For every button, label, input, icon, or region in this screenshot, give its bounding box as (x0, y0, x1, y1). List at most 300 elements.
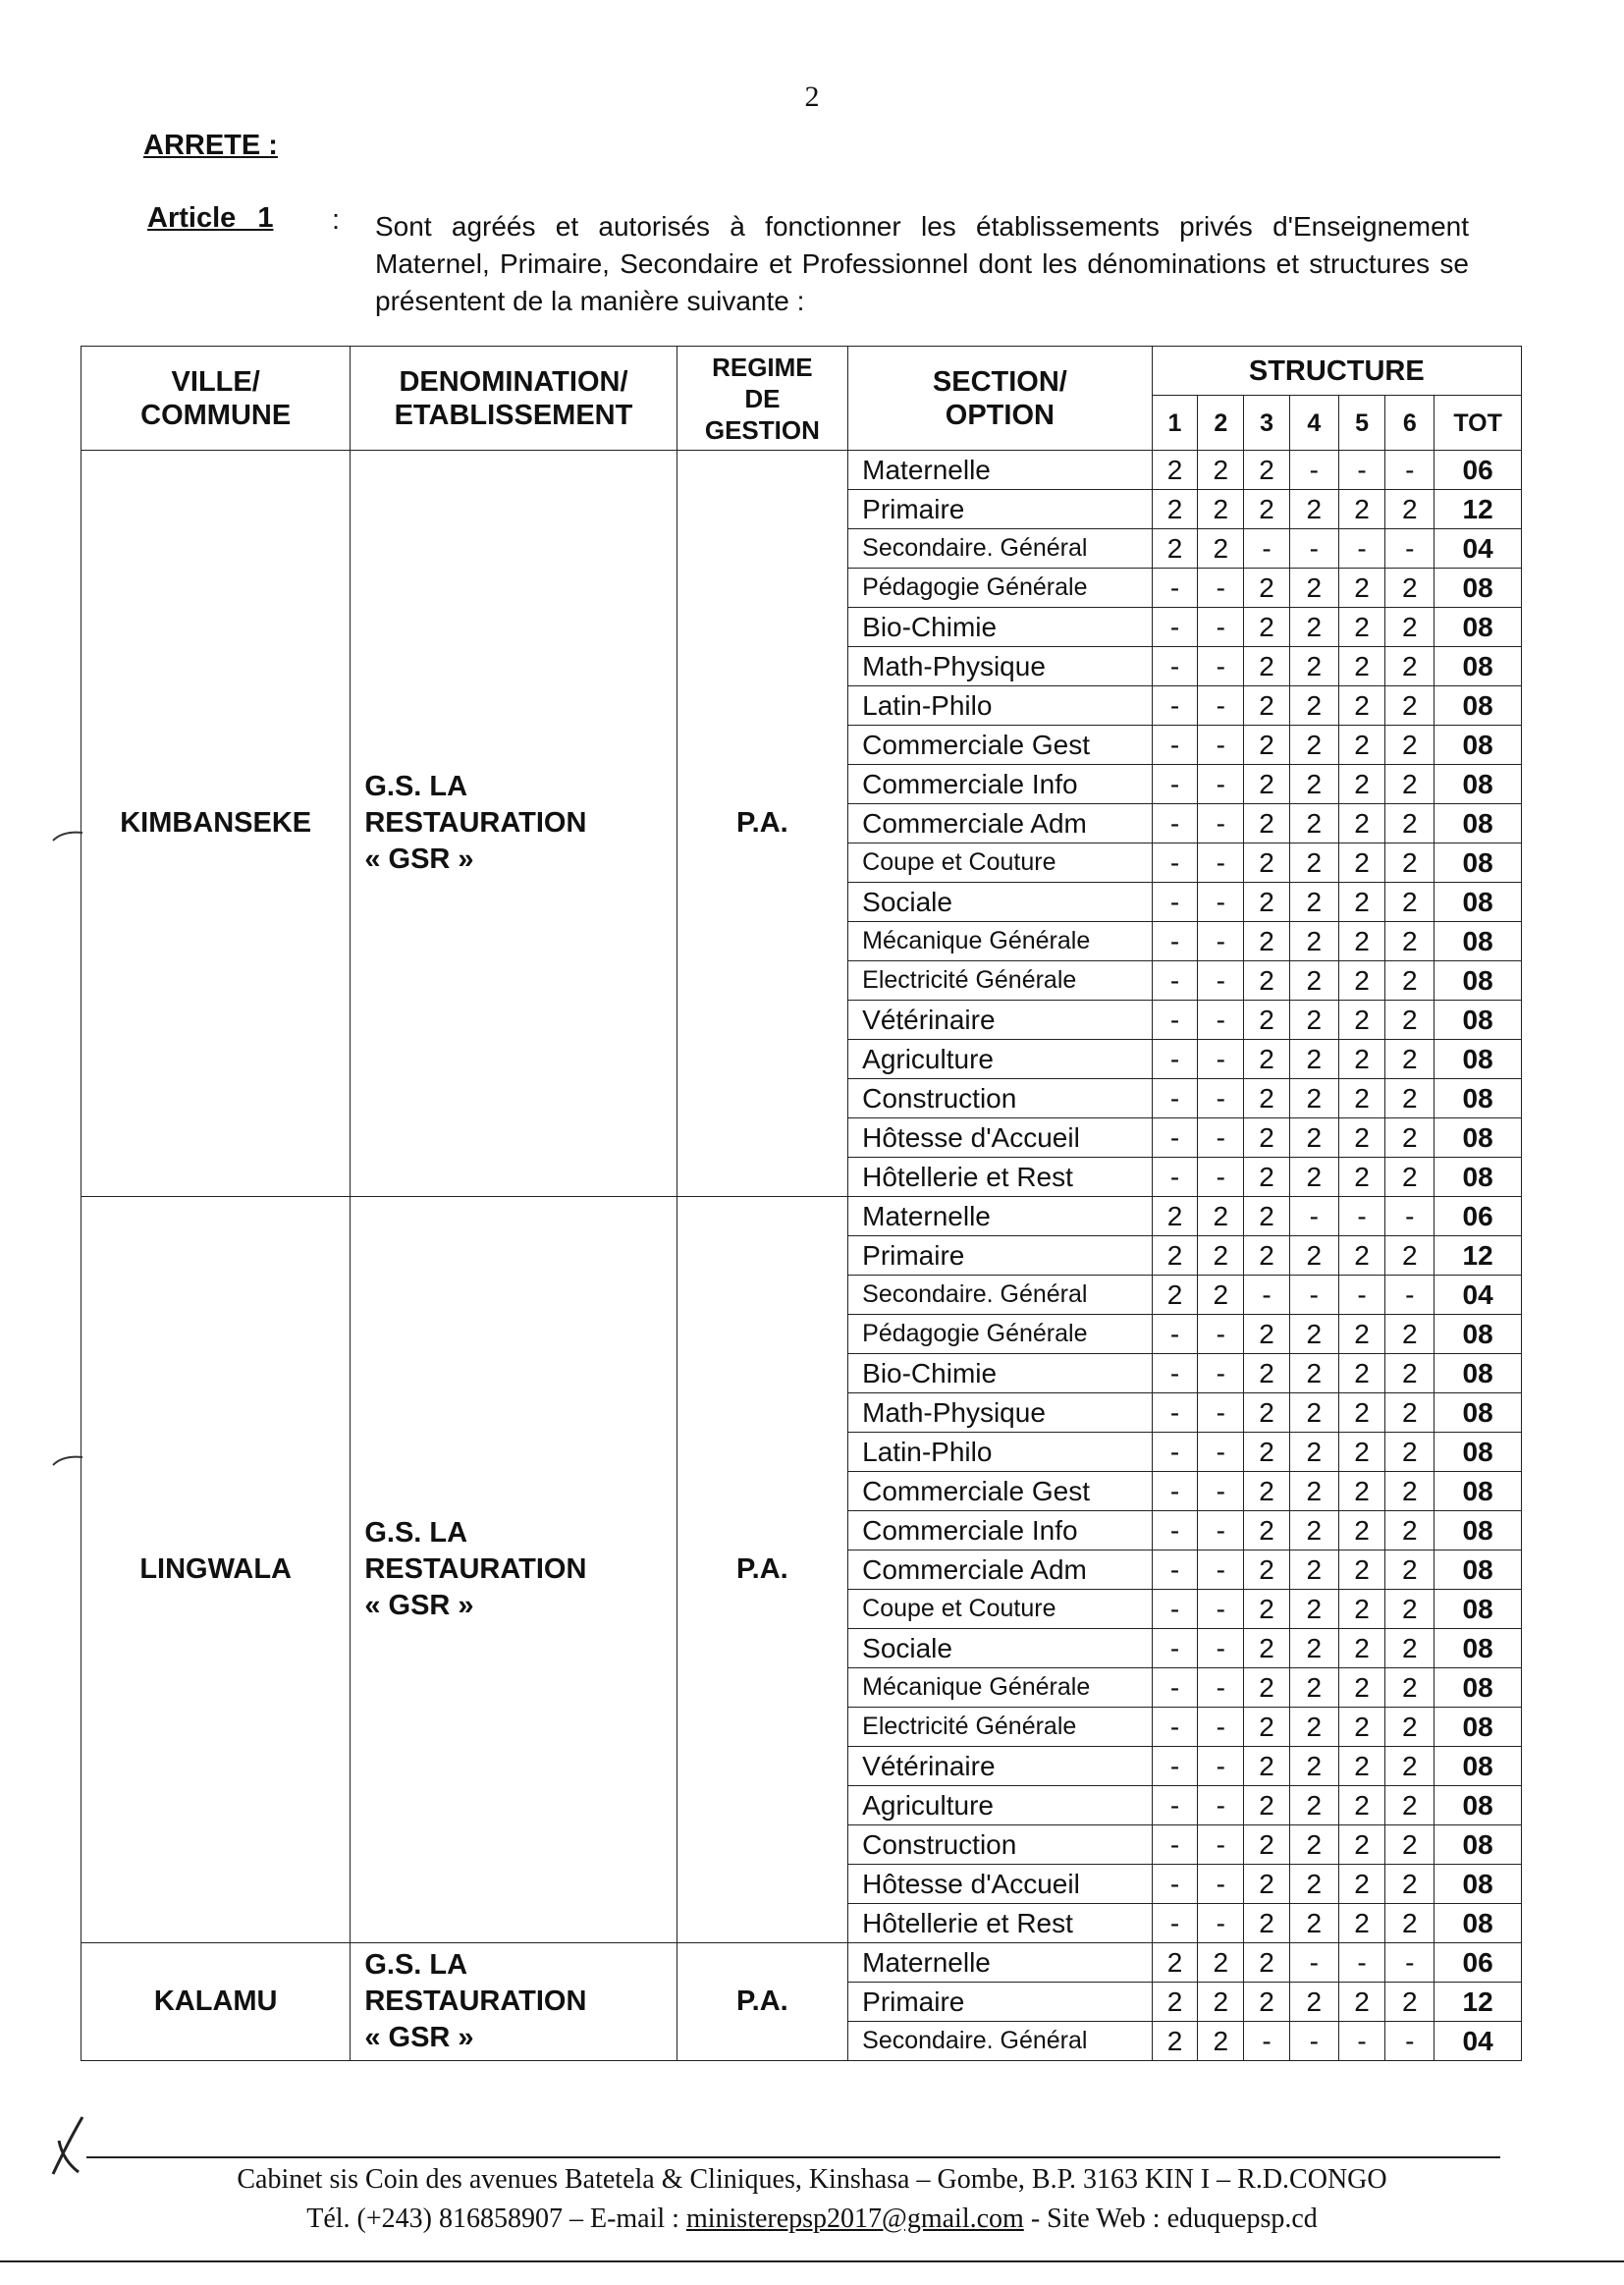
header-denomination (351, 347, 677, 451)
structure-value-cell: - (1152, 1001, 1198, 1040)
structure-value-cell: 2 (1338, 1511, 1385, 1551)
total-cell: 08 (1435, 569, 1522, 608)
structure-value-cell: 2 (1289, 1236, 1338, 1276)
total-cell: 08 (1435, 922, 1522, 961)
regime-cell: P.A. (677, 451, 848, 1197)
structure-value-cell: - (1198, 1904, 1244, 1943)
option-cell: Bio-Chimie (848, 1354, 1152, 1393)
structure-value-cell: 2 (1385, 1472, 1435, 1511)
structure-value-cell: 2 (1244, 726, 1290, 765)
structure-value-cell: - (1385, 1276, 1435, 1315)
handwritten-mark (39, 2111, 98, 2180)
structure-value-cell: - (1152, 843, 1198, 883)
total-cell: 06 (1435, 451, 1522, 490)
option-cell: Electricité Générale (848, 1708, 1152, 1747)
structure-value-cell: 2 (1289, 1590, 1338, 1629)
header-ville-line: VILLE/ (171, 365, 260, 398)
structure-value-cell: 2 (1385, 490, 1435, 529)
structure-value-cell: 2 (1152, 2022, 1198, 2061)
option-cell: Mécanique Générale (848, 1668, 1152, 1708)
option-cell: Latin-Philo (848, 686, 1152, 726)
structure-value-cell: - (1152, 1079, 1198, 1118)
structure-value-cell: 2 (1385, 1236, 1435, 1276)
structure-value-cell: - (1289, 451, 1338, 490)
option-cell: Primaire (848, 490, 1152, 529)
ville-cell: LINGWALA (81, 1197, 351, 1943)
option-cell: Secondaire. Général (848, 2022, 1152, 2061)
structure-value-cell: 2 (1385, 1551, 1435, 1590)
total-cell: 08 (1435, 1001, 1522, 1040)
total-cell: 08 (1435, 1629, 1522, 1668)
total-cell: 08 (1435, 1551, 1522, 1590)
structure-value-cell: 2 (1289, 490, 1338, 529)
denomination-line: « GSR » (364, 1590, 474, 1621)
structure-value-cell: 2 (1198, 1276, 1244, 1315)
header-section (848, 347, 1152, 451)
structure-value-cell: 2 (1244, 1354, 1290, 1393)
structure-value-cell: 2 (1244, 1865, 1290, 1904)
structure-value-cell: - (1152, 1825, 1198, 1865)
structure-value-cell: 2 (1289, 1865, 1338, 1904)
structure-value-cell: 2 (1198, 529, 1244, 569)
structure-value-cell: 2 (1289, 765, 1338, 804)
structure-value-cell: 2 (1289, 647, 1338, 686)
structure-value-cell: - (1289, 1276, 1338, 1315)
structure-value-cell: - (1152, 804, 1198, 843)
structure-value-cell: 2 (1244, 1668, 1290, 1708)
option-cell: Mécanique Générale (848, 922, 1152, 961)
structure-value-cell: 2 (1385, 726, 1435, 765)
structure-value-cell: 2 (1385, 843, 1435, 883)
option-cell: Latin-Philo (848, 1433, 1152, 1472)
header-col-5: 5 (1338, 396, 1385, 451)
structure-value-cell: 2 (1244, 1472, 1290, 1511)
article-label: Article 1 (147, 202, 274, 234)
structure-value-cell: 2 (1338, 647, 1385, 686)
option-cell: Commerciale Gest (848, 726, 1152, 765)
structure-value-cell: 2 (1385, 1629, 1435, 1668)
structure-value-cell: 2 (1385, 1354, 1435, 1393)
structure-value-cell: 2 (1385, 1393, 1435, 1433)
structure-value-cell: 2 (1338, 1040, 1385, 1079)
header-regime-line: GESTION (704, 414, 820, 445)
total-cell: 08 (1435, 1118, 1522, 1158)
structure-value-cell: 2 (1385, 1904, 1435, 1943)
structure-value-cell: - (1152, 765, 1198, 804)
structure-value-cell: 2 (1289, 1825, 1338, 1865)
footer-divider (86, 2156, 1500, 2158)
bottom-divider (0, 2260, 1624, 2262)
structure-value-cell: 2 (1198, 1236, 1244, 1276)
structure-value-cell: 2 (1385, 569, 1435, 608)
total-cell: 08 (1435, 1079, 1522, 1118)
total-cell: 08 (1435, 843, 1522, 883)
structure-value-cell: 2 (1338, 1001, 1385, 1040)
structure-value-cell: 2 (1338, 1315, 1385, 1354)
total-cell: 06 (1435, 1943, 1522, 1983)
total-cell: 04 (1435, 2022, 1522, 2061)
structure-value-cell: 2 (1198, 2022, 1244, 2061)
denomination-cell (351, 1943, 677, 2061)
structure-value-cell: 2 (1244, 1825, 1290, 1865)
denomination-line: G.S. LA (364, 771, 468, 802)
structure-value-cell: 2 (1338, 1786, 1385, 1825)
structure-value-cell: 2 (1289, 1668, 1338, 1708)
structure-value-cell: 2 (1152, 1197, 1198, 1236)
structure-value-cell: 2 (1244, 843, 1290, 883)
structure-value-cell: 2 (1244, 451, 1290, 490)
structure-value-cell: 2 (1338, 569, 1385, 608)
header-ville-line: COMMUNE (140, 399, 292, 431)
option-cell: Commerciale Adm (848, 804, 1152, 843)
denomination-line: RESTAURATION (364, 1986, 587, 2017)
structure-value-cell: 2 (1244, 1590, 1290, 1629)
structure-value-cell: - (1198, 883, 1244, 922)
total-cell: 04 (1435, 1276, 1522, 1315)
structure-value-cell: 2 (1338, 883, 1385, 922)
structure-value-cell: - (1152, 1865, 1198, 1904)
structure-value-cell: - (1198, 1433, 1244, 1472)
structure-value-cell: 2 (1244, 1943, 1290, 1983)
structure-value-cell: 2 (1338, 1590, 1385, 1629)
total-cell: 08 (1435, 1904, 1522, 1943)
total-cell: 08 (1435, 1354, 1522, 1393)
option-cell: Commerciale Gest (848, 1472, 1152, 1511)
structure-value-cell: 2 (1338, 726, 1385, 765)
denomination-line: « GSR » (364, 2022, 474, 2053)
structure-value-cell: - (1198, 1551, 1244, 1590)
structure-value-cell: 2 (1385, 765, 1435, 804)
structure-value-cell: 2 (1385, 1786, 1435, 1825)
structure-value-cell: - (1152, 1629, 1198, 1668)
structure-value-cell: - (1198, 1472, 1244, 1511)
structure-value-cell: - (1152, 1393, 1198, 1433)
structure-value-cell: - (1198, 1747, 1244, 1786)
structure-value-cell: - (1198, 765, 1244, 804)
structure-value-cell: - (1198, 1079, 1244, 1118)
option-cell: Sociale (848, 1629, 1152, 1668)
structure-value-cell: 2 (1338, 1983, 1385, 2022)
structure-value-cell: 2 (1152, 451, 1198, 490)
structure-value-cell: - (1152, 569, 1198, 608)
structure-value-cell: 2 (1338, 961, 1385, 1001)
option-cell: Primaire (848, 1236, 1152, 1276)
structure-value-cell: 2 (1244, 1551, 1290, 1590)
total-cell: 08 (1435, 1315, 1522, 1354)
header-col-6: 6 (1385, 396, 1435, 451)
structure-value-cell: 2 (1289, 1786, 1338, 1825)
structure-value-cell: 2 (1152, 529, 1198, 569)
structure-value-cell: - (1198, 1354, 1244, 1393)
structure-value-cell: 2 (1289, 883, 1338, 922)
margin-tick-mark (49, 1451, 88, 1471)
structure-value-cell: 2 (1289, 1118, 1338, 1158)
header-regime (677, 347, 848, 451)
option-cell: Construction (848, 1825, 1152, 1865)
structure-value-cell: 2 (1385, 1825, 1435, 1865)
structure-value-cell: 2 (1244, 1511, 1290, 1551)
structure-value-cell: 2 (1385, 1511, 1435, 1551)
footer-website: - Site Web : eduquepsp.cd (1023, 2203, 1318, 2234)
structure-value-cell: 2 (1385, 647, 1435, 686)
option-cell: Math-Physique (848, 1393, 1152, 1433)
structure-value-cell: 2 (1338, 765, 1385, 804)
structure-value-cell: 2 (1338, 1158, 1385, 1197)
structure-value-cell: 2 (1244, 608, 1290, 647)
footer-contact (0, 2203, 1624, 2235)
option-cell: Coupe et Couture (848, 1590, 1152, 1629)
structure-value-cell: 2 (1244, 1629, 1290, 1668)
structure-value-cell: 2 (1338, 1865, 1385, 1904)
structure-value-cell: 2 (1289, 1001, 1338, 1040)
structure-value-cell: - (1198, 1668, 1244, 1708)
option-cell: Agriculture (848, 1040, 1152, 1079)
structure-value-cell: - (1289, 2022, 1338, 2061)
structure-value-cell: 2 (1338, 1472, 1385, 1511)
structure-value-cell: 2 (1244, 490, 1290, 529)
table-row (81, 1197, 1522, 1236)
structure-value-cell: 2 (1338, 1904, 1385, 1943)
structure-value-cell: - (1338, 529, 1385, 569)
structure-value-cell: - (1152, 1590, 1198, 1629)
structure-value-cell: 2 (1338, 1629, 1385, 1668)
header-structure: STRUCTURE (1152, 347, 1521, 396)
structure-value-cell: 2 (1152, 1276, 1198, 1315)
footer-email-link[interactable]: ministerepsp2017@gmail.com (685, 2203, 1024, 2234)
structure-value-cell: 2 (1338, 1236, 1385, 1276)
structure-value-cell: 2 (1338, 1393, 1385, 1433)
structure-value-cell: 2 (1338, 804, 1385, 843)
option-cell: Vétérinaire (848, 1747, 1152, 1786)
total-cell: 08 (1435, 883, 1522, 922)
structure-value-cell: - (1152, 1315, 1198, 1354)
option-cell: Commerciale Info (848, 765, 1152, 804)
structure-value-cell: 2 (1338, 1118, 1385, 1158)
structure-value-cell: - (1152, 1551, 1198, 1590)
structure-value-cell: - (1152, 1668, 1198, 1708)
structure-value-cell: 2 (1152, 1943, 1198, 1983)
structure-value-cell: 2 (1244, 647, 1290, 686)
table-row (81, 451, 1522, 490)
total-cell: 08 (1435, 1511, 1522, 1551)
structure-value-cell: - (1152, 1708, 1198, 1747)
option-cell: Electricité Générale (848, 961, 1152, 1001)
structure-value-cell: 2 (1338, 1354, 1385, 1393)
structure-value-cell: 2 (1385, 1433, 1435, 1472)
structure-value-cell: 2 (1244, 961, 1290, 1001)
structure-value-cell: - (1152, 608, 1198, 647)
structure-value-cell: - (1198, 686, 1244, 726)
option-cell: Bio-Chimie (848, 608, 1152, 647)
option-cell: Pédagogie Générale (848, 569, 1152, 608)
structure-value-cell: 2 (1338, 490, 1385, 529)
structure-value-cell: 2 (1385, 1118, 1435, 1158)
total-cell: 08 (1435, 1158, 1522, 1197)
structure-value-cell: 2 (1385, 1315, 1435, 1354)
structure-value-cell: - (1152, 961, 1198, 1001)
structure-value-cell: - (1289, 1943, 1338, 1983)
structure-value-cell: 2 (1289, 922, 1338, 961)
structure-value-cell: 2 (1289, 1433, 1338, 1472)
structure-value-cell: 2 (1338, 1079, 1385, 1118)
denomination-cell (351, 1197, 677, 1943)
structure-value-cell: - (1289, 529, 1338, 569)
structure-value-cell: 2 (1198, 1197, 1244, 1236)
structure-value-cell: 2 (1385, 804, 1435, 843)
structure-value-cell: - (1244, 529, 1290, 569)
structure-value-cell: 2 (1152, 490, 1198, 529)
total-cell: 06 (1435, 1197, 1522, 1236)
structure-value-cell: 2 (1289, 1040, 1338, 1079)
denomination-line: RESTAURATION (364, 807, 587, 839)
structure-value-cell: 2 (1289, 1511, 1338, 1551)
option-cell: Secondaire. Général (848, 529, 1152, 569)
structure-value-cell: 2 (1152, 1983, 1198, 2022)
structure-value-cell: 2 (1289, 569, 1338, 608)
denomination-line: « GSR » (364, 843, 474, 875)
denomination-line: G.S. LA (364, 1517, 468, 1549)
total-cell: 08 (1435, 1040, 1522, 1079)
structure-value-cell: - (1198, 1629, 1244, 1668)
option-cell: Hôtellerie et Rest (848, 1158, 1152, 1197)
structure-value-cell: - (1244, 1276, 1290, 1315)
regime-cell: P.A. (677, 1197, 848, 1943)
option-cell: Primaire (848, 1983, 1152, 2022)
structure-value-cell: 2 (1338, 1708, 1385, 1747)
structure-value-cell: 2 (1385, 686, 1435, 726)
structure-value-cell: 2 (1338, 1551, 1385, 1590)
structure-value-cell: 2 (1385, 922, 1435, 961)
structure-value-cell: 2 (1289, 1158, 1338, 1197)
structure-value-cell: 2 (1152, 1236, 1198, 1276)
total-cell: 12 (1435, 1236, 1522, 1276)
structure-value-cell: - (1198, 804, 1244, 843)
regime-cell: P.A. (677, 1943, 848, 2061)
total-cell: 08 (1435, 765, 1522, 804)
option-cell: Maternelle (848, 1943, 1152, 1983)
structure-value-cell: 2 (1385, 1983, 1435, 2022)
structure-value-cell: 2 (1385, 1158, 1435, 1197)
structure-value-cell: 2 (1385, 1708, 1435, 1747)
structure-value-cell: 2 (1338, 843, 1385, 883)
total-cell: 08 (1435, 1825, 1522, 1865)
structure-value-cell: 2 (1244, 1747, 1290, 1786)
structure-value-cell: 2 (1385, 1040, 1435, 1079)
total-cell: 12 (1435, 490, 1522, 529)
structure-value-cell: 2 (1289, 1629, 1338, 1668)
structure-value-cell: - (1198, 647, 1244, 686)
structure-value-cell: - (1198, 843, 1244, 883)
structure-value-cell: 2 (1289, 1904, 1338, 1943)
total-cell: 08 (1435, 1393, 1522, 1433)
structure-value-cell: - (1152, 1511, 1198, 1551)
header-regime-line: REGIME (712, 352, 813, 382)
structure-value-cell: 2 (1289, 686, 1338, 726)
structure-value-cell: - (1152, 647, 1198, 686)
structure-value-cell: - (1244, 2022, 1290, 2061)
structure-value-cell: 2 (1338, 686, 1385, 726)
structure-value-cell: 2 (1289, 1315, 1338, 1354)
structure-value-cell: 2 (1289, 804, 1338, 843)
option-cell: Hôtesse d'Accueil (848, 1865, 1152, 1904)
total-cell: 08 (1435, 608, 1522, 647)
structure-value-cell: - (1198, 1511, 1244, 1551)
structure-value-cell: 2 (1244, 765, 1290, 804)
structure-value-cell: - (1152, 922, 1198, 961)
structure-value-cell: - (1198, 1393, 1244, 1433)
arrete-heading: ARRETE : (143, 130, 278, 161)
ville-cell: KALAMU (81, 1943, 351, 2061)
structure-value-cell: 2 (1289, 1354, 1338, 1393)
structure-value-cell: 2 (1338, 1433, 1385, 1472)
structure-value-cell: 2 (1289, 1551, 1338, 1590)
structure-value-cell: 2 (1244, 1904, 1290, 1943)
structure-value-cell: 2 (1385, 1590, 1435, 1629)
structure-value-cell: 2 (1244, 1708, 1290, 1747)
structure-value-cell: - (1198, 1708, 1244, 1747)
structure-value-cell: 2 (1289, 1983, 1338, 2022)
structure-value-cell: 2 (1244, 922, 1290, 961)
structure-value-cell: 2 (1385, 883, 1435, 922)
article-text: Sont agréés et autorisés à fonctionner les établissements privés d'Enseignement Maternel, Primaire, Secondaire et Professionnel dont les dénominations et structures se présentent de la manière suivante : (375, 211, 1469, 316)
structure-value-cell: 2 (1385, 1079, 1435, 1118)
structure-value-cell: - (1385, 529, 1435, 569)
structure-table (81, 346, 1522, 2061)
option-cell: Construction (848, 1079, 1152, 1118)
total-cell: 08 (1435, 1433, 1522, 1472)
header-denomination-line: DENOMINATION/ (399, 365, 628, 398)
denomination-line: G.S. LA (364, 1949, 468, 1981)
structure-value-cell: 2 (1244, 1158, 1290, 1197)
structure-value-cell: 2 (1244, 1197, 1290, 1236)
footer-address: Cabinet sis Coin des avenues Batetela & Cliniques, Kinshasa – Gombe, B.P. 3163 KIN I – R.D.CONGO (237, 2164, 1387, 2195)
structure-value-cell: 2 (1244, 1040, 1290, 1079)
structure-value-cell: 2 (1338, 922, 1385, 961)
structure-value-cell: - (1338, 1943, 1385, 1983)
structure-value-cell: - (1198, 726, 1244, 765)
denomination-cell (351, 451, 677, 1197)
structure-value-cell: - (1198, 569, 1244, 608)
structure-value-cell: 2 (1289, 961, 1338, 1001)
option-cell: Secondaire. Général (848, 1276, 1152, 1315)
table-body (81, 451, 1522, 2061)
structure-value-cell: 2 (1289, 1472, 1338, 1511)
structure-value-cell: - (1152, 1433, 1198, 1472)
structure-value-cell: - (1152, 1118, 1198, 1158)
total-cell: 08 (1435, 686, 1522, 726)
structure-value-cell: 2 (1385, 608, 1435, 647)
structure-value-cell: 2 (1385, 1668, 1435, 1708)
total-cell: 08 (1435, 1865, 1522, 1904)
structure-value-cell: 2 (1244, 569, 1290, 608)
option-cell: Maternelle (848, 451, 1152, 490)
total-cell: 08 (1435, 726, 1522, 765)
article-colon: : (332, 204, 341, 236)
structure-value-cell: 2 (1338, 1747, 1385, 1786)
total-cell: 08 (1435, 961, 1522, 1001)
structure-value-cell: - (1198, 1825, 1244, 1865)
structure-value-cell: - (1198, 1865, 1244, 1904)
structure-value-cell: - (1198, 1118, 1244, 1158)
structure-value-cell: 2 (1338, 1668, 1385, 1708)
option-cell: Hôtellerie et Rest (848, 1904, 1152, 1943)
total-cell: 08 (1435, 1708, 1522, 1747)
structure-value-cell: - (1385, 1943, 1435, 1983)
structure-value-cell: 2 (1244, 1236, 1290, 1276)
structure-value-cell: - (1198, 1001, 1244, 1040)
option-cell: Maternelle (848, 1197, 1152, 1236)
structure-value-cell: 2 (1289, 1079, 1338, 1118)
